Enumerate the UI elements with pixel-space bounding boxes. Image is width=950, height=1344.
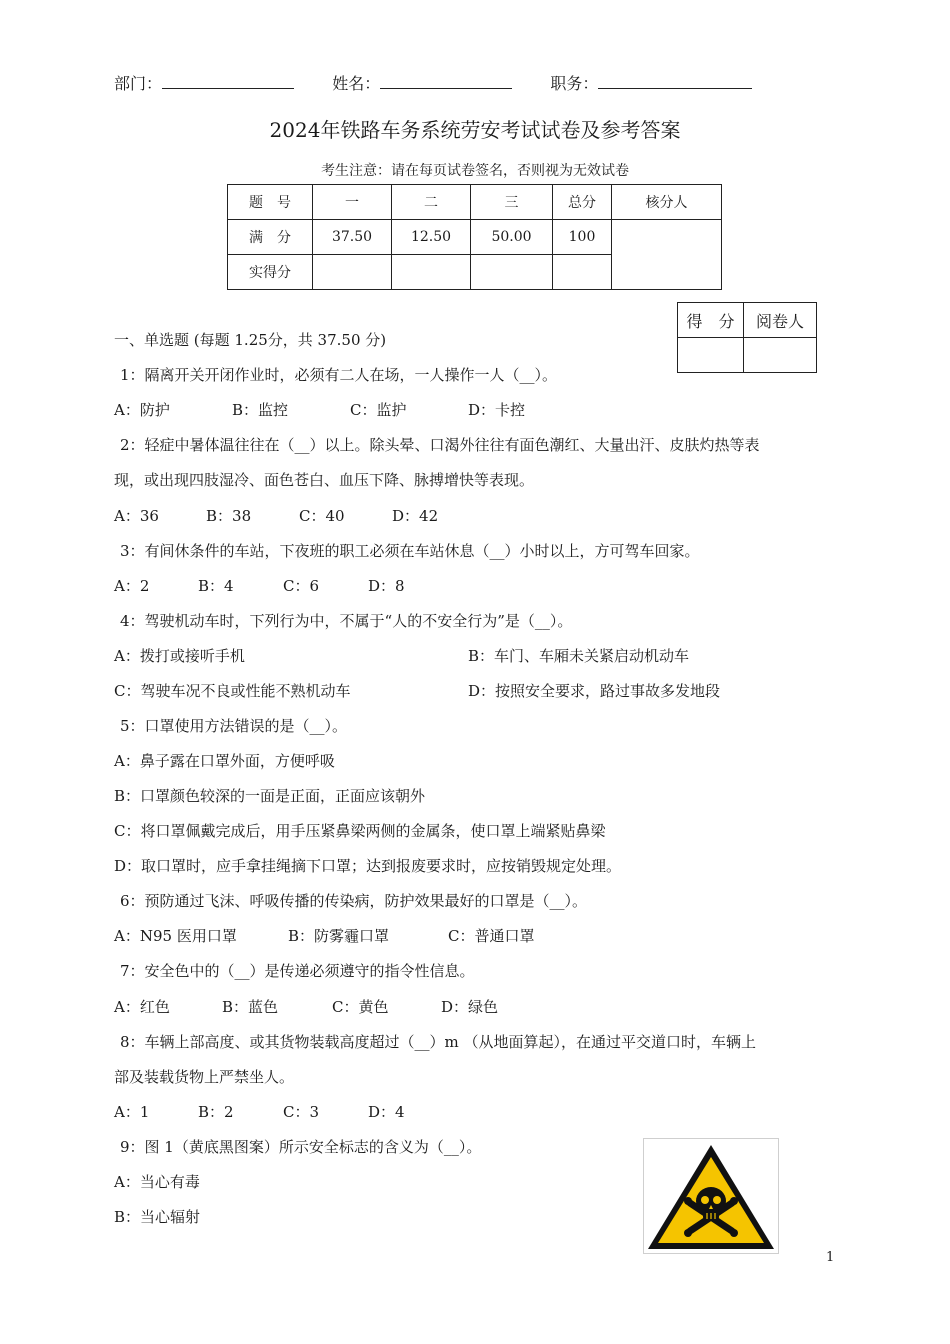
- option[interactable]: B：38: [206, 507, 252, 525]
- option[interactable]: A：当心有毒: [114, 1173, 200, 1191]
- actual-score-cell[interactable]: [553, 255, 612, 290]
- question-stem-continued: 现，或出现四肢湿冷、面色苍白、血压下降、脉搏增快等表现。: [114, 471, 535, 489]
- option[interactable]: A：拨打或接听手机: [114, 647, 245, 665]
- option[interactable]: D：按照安全要求，路过事故多发地段: [468, 682, 721, 700]
- question-stem: 5：口罩使用方法错误的是（__）。: [120, 717, 348, 735]
- score-label: 得 分: [678, 303, 744, 338]
- option[interactable]: C：将口罩佩戴完成后，用手压紧鼻梁两侧的金属条，使口罩上端紧贴鼻梁: [114, 822, 606, 840]
- full-score-cell: 37.50: [313, 220, 392, 255]
- position-label: 职务：: [550, 74, 599, 93]
- header-cell: 三: [471, 185, 553, 220]
- page-title: 2024年铁路车务系统劳安考试试卷及参考答案: [269, 118, 681, 142]
- poison-skull-warning-icon: [644, 1139, 778, 1253]
- option[interactable]: B：防雾霾口罩: [288, 927, 390, 945]
- header-cell: 二: [392, 185, 471, 220]
- option[interactable]: A：红色: [114, 998, 170, 1016]
- option[interactable]: D：8: [368, 577, 405, 595]
- question-stem: 6：预防通过飞沫、呼吸传播的传染病，防护效果最好的口罩是（__）。: [120, 892, 588, 910]
- checker-cell[interactable]: [612, 220, 722, 290]
- option[interactable]: C：6: [283, 577, 320, 595]
- option[interactable]: D：42: [392, 507, 439, 525]
- option[interactable]: C：40: [299, 507, 345, 525]
- actual-score-cell[interactable]: [313, 255, 392, 290]
- row-label: 实得分: [228, 255, 313, 290]
- option[interactable]: D：卡控: [468, 401, 526, 419]
- question-stem: 4：驾驶机动车时，下列行为中，不属于“人的不安全行为”是（__）。: [120, 612, 573, 630]
- question-stem: 1：隔离开关开闭作业时，必须有二人在场，一人操作一人（__）。: [120, 366, 558, 384]
- option[interactable]: A：1: [114, 1103, 150, 1121]
- actual-score-cell[interactable]: [392, 255, 471, 290]
- full-score-cell: 50.00: [471, 220, 553, 255]
- grade-box: [677, 302, 817, 373]
- department-label: 部门：: [114, 74, 163, 93]
- actual-score-cell[interactable]: [471, 255, 553, 290]
- page-number: 1: [826, 1250, 835, 1265]
- question-stem-continued: 部及装载货物上严禁坐人。: [114, 1068, 295, 1086]
- option[interactable]: B：监控: [232, 401, 289, 419]
- full-score-cell: 12.50: [392, 220, 471, 255]
- position-field[interactable]: [598, 72, 752, 89]
- question-stem: 9：图 1（黄底黑图案）所示安全标志的含义为（__）。: [120, 1138, 482, 1156]
- option[interactable]: C：黄色: [332, 998, 389, 1016]
- option[interactable]: C：监护: [350, 401, 407, 419]
- question-stem: 2：轻症中暑体温往往在（__）以上。除头晕、口渴外往往有面色潮红、大量出汗、皮肤灼热等表: [120, 436, 760, 454]
- header-cell: 总分: [553, 185, 612, 220]
- section-heading: 一、单选题 (每题 1.25分，共 37.50 分): [114, 331, 387, 349]
- question-stem: 7：安全色中的（__）是传递必须遵守的指令性信息。: [120, 962, 475, 980]
- name-label: 姓名：: [332, 74, 381, 93]
- option[interactable]: B：2: [198, 1103, 234, 1121]
- option[interactable]: C：驾驶车况不良或性能不熟机动车: [114, 682, 351, 700]
- option[interactable]: B：当心辐射: [114, 1208, 201, 1226]
- notice-text: 考生注意：请在每页试卷签名，否则视为无效试卷: [321, 163, 629, 179]
- option[interactable]: A：36: [114, 507, 159, 525]
- option[interactable]: B：4: [198, 577, 234, 595]
- option[interactable]: B：车门、车厢未关紧启动机动车: [468, 647, 690, 665]
- option[interactable]: C：3: [283, 1103, 320, 1121]
- header-cell: 核分人: [612, 185, 722, 220]
- full-score-row: [228, 220, 722, 255]
- name-field[interactable]: [380, 72, 512, 89]
- option[interactable]: C：普通口罩: [448, 927, 535, 945]
- grader-label: 阅卷人: [744, 303, 817, 338]
- row-label: 满 分: [228, 220, 313, 255]
- poison-warning-sign: [643, 1138, 779, 1254]
- option[interactable]: D：4: [368, 1103, 405, 1121]
- score-table-header-row: [228, 185, 722, 220]
- question-stem: 8：车辆上部高度、或其货物装载高度超过（__）m （从地面算起），在通过平交道口时，车辆上: [120, 1033, 757, 1051]
- question-stem: 3：有间休条件的车站，下夜班的职工必须在车站休息（__）小时以上，方可驾车回家。: [120, 542, 700, 560]
- option[interactable]: B：口罩颜色较深的一面是正面，正面应该朝外: [114, 787, 426, 805]
- option[interactable]: D：取口罩时，应手拿挂绳摘下口罩；达到报废要求时，应按销毁规定处理。: [114, 857, 622, 875]
- department-field[interactable]: [162, 72, 294, 89]
- grader-field[interactable]: [744, 338, 817, 373]
- header-cell: 一: [313, 185, 392, 220]
- header-cell: 题 号: [228, 185, 313, 220]
- option[interactable]: A：2: [114, 577, 150, 595]
- option[interactable]: D：绿色: [441, 998, 499, 1016]
- option[interactable]: A：鼻子露在口罩外面，方便呼吸: [114, 752, 335, 770]
- option[interactable]: B：蓝色: [222, 998, 279, 1016]
- score-table: [227, 184, 722, 290]
- header-fields: [114, 72, 752, 94]
- score-field[interactable]: [678, 338, 744, 373]
- option[interactable]: A：防护: [114, 401, 170, 419]
- full-score-cell: 100: [553, 220, 612, 255]
- option[interactable]: A：N95 医用口罩: [114, 927, 237, 945]
